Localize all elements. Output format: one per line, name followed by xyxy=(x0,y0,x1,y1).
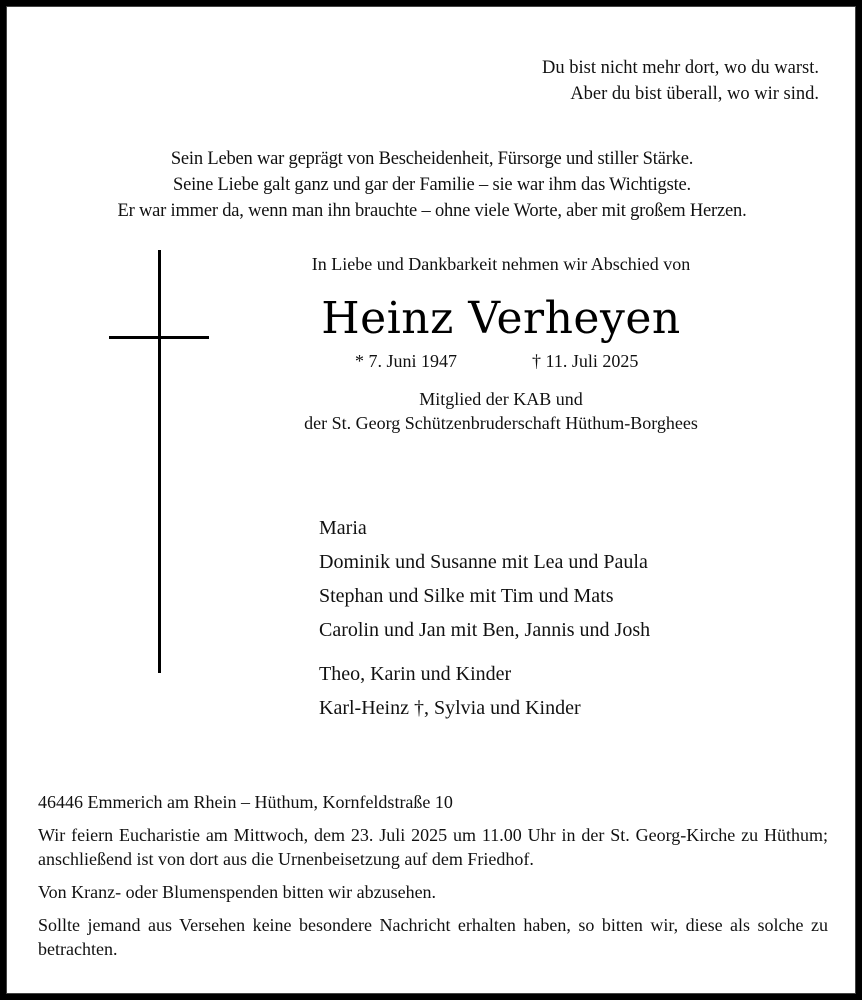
cross-vertical-bar xyxy=(158,250,161,673)
motto-quote xyxy=(542,55,819,107)
service-details: Wir feiern Eucharistie am Mittwoch, dem 23. Juli 2025 um 11.00 Uhr in der St. Georg-Kirche zu Hüthum; anschließend ist von dort aus die Urnenbeisetzung auf dem Friedhof. xyxy=(38,825,828,869)
address: 46446 Emmerich am Rhein – Hüthum, Kornfeldstraße 10 xyxy=(38,792,453,812)
mourners-list xyxy=(319,511,650,725)
intro-line: Seine Liebe galt ganz und gar der Familie – sie war ihm das Wichtigste. xyxy=(173,175,691,195)
mourner-entry: Theo, Karin und Kinder xyxy=(319,663,512,685)
mourner-entry: Karl-Heinz †, Sylvia und Kinder xyxy=(319,697,581,719)
farewell-line: In Liebe und Dankbarkeit nehmen wir Abschied von xyxy=(311,254,691,274)
death-date: † 11. Juli 2025 xyxy=(532,351,639,371)
footer-info xyxy=(38,790,828,970)
deceased-name: Heinz Verheyen xyxy=(321,293,681,344)
notification-note: Sollte jemand aus Versehen keine besondere Nachricht erhalten haben, so bitten wir, diese als solche zu betrachten. xyxy=(38,915,828,959)
mourner-entry: Carolin und Jan mit Ben, Jannis und Josh xyxy=(319,619,651,641)
intro-text xyxy=(1,146,862,224)
mourner-entry: Stephan und Silke mit Tim und Mats xyxy=(319,585,614,607)
obituary-notice xyxy=(6,6,856,994)
birth-date: * 7. Juni 1947 xyxy=(355,351,458,371)
membership-info xyxy=(201,387,801,435)
membership-line: Mitglied der KAB und xyxy=(419,389,583,409)
mourners-group-siblings xyxy=(319,657,650,725)
mourner-entry: Dominik und Susanne mit Lea und Paula xyxy=(319,551,648,573)
intro-line: Er war immer da, wenn man ihn brauchte – ohne viele Worte, aber mit großem Herzen. xyxy=(117,201,747,221)
motto-line: Aber du bist überall, wo wir sind. xyxy=(570,84,819,104)
cross-horizontal-bar xyxy=(109,336,209,339)
mourner-entry: Maria xyxy=(319,517,367,539)
intro-line: Sein Leben war geprägt von Bescheidenheit, Fürsorge und stiller Stärke. xyxy=(170,149,694,169)
membership-line: der St. Georg Schützenbruderschaft Hüthum-Borghees xyxy=(304,413,698,433)
mourners-group-immediate xyxy=(319,511,650,647)
flowers-note: Von Kranz- oder Blumenspenden bitten wir abzusehen. xyxy=(38,882,437,902)
motto-line: Du bist nicht mehr dort, wo du warst. xyxy=(542,58,819,78)
